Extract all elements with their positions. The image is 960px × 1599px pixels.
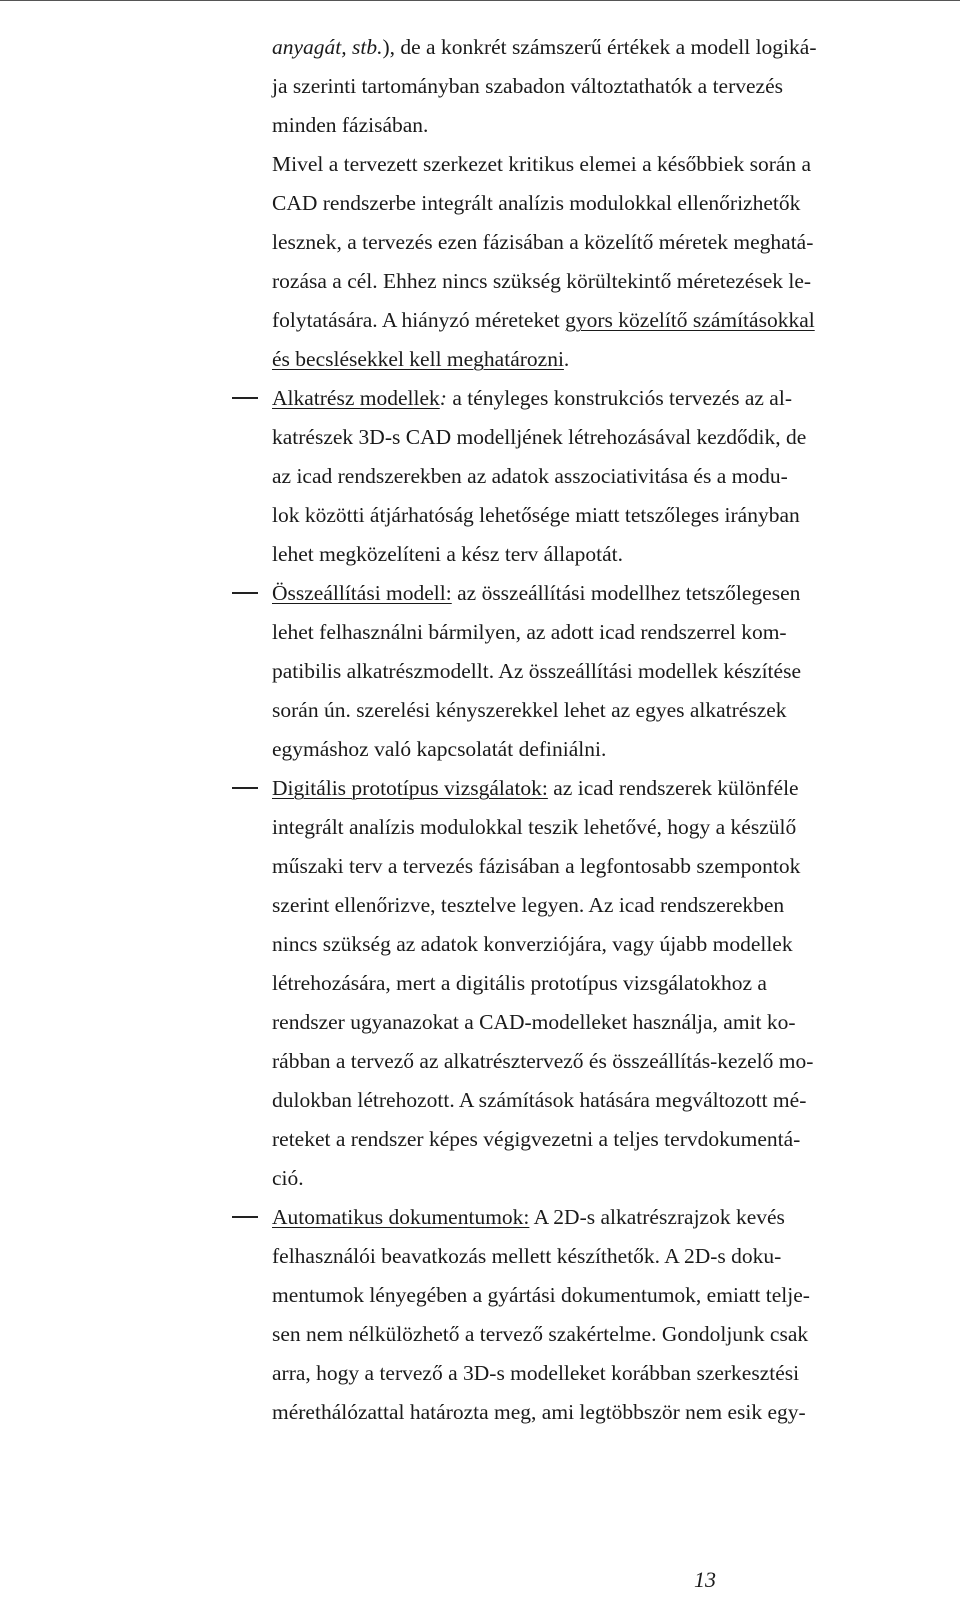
bullet-dash <box>232 397 258 399</box>
text-line: lehet felhasználni bármilyen, az adott icad rendszerrel kom- <box>272 620 787 644</box>
bullet-dash <box>232 1216 258 1218</box>
text-line: rozása a cél. Ehhez nincs szükség körültekintő méretezések le- <box>272 269 812 293</box>
text-span: az icad rendszerek különféle <box>547 776 799 800</box>
text-line: szerint ellenőrizve, tesztelve legyen. Az icad rendszerekben <box>272 893 785 917</box>
page-number: 13 <box>694 1567 716 1592</box>
list-item-first-line <box>272 1204 785 1230</box>
text-line: létrehozására, mert a digitális prototípus vizsgálatokhoz a <box>272 971 767 995</box>
text-span: a tényleges konstrukciós tervezés az al- <box>446 386 792 410</box>
item-term: Automatikus dokumentumok: <box>272 1205 530 1229</box>
text-line: reteket a rendszer képes végigvezetni a teljes tervdokumentá- <box>272 1127 801 1151</box>
text-line: mérethálózattal határozta meg, ami legtöbbször nem esik egy- <box>272 1400 806 1424</box>
bullet-dash <box>232 592 258 594</box>
text-span: . <box>563 347 570 371</box>
text-line: arra, hogy a tervező a 3D-s modelleket korábban szerkesztési <box>272 1361 800 1385</box>
text-line: Mivel a tervezett szerkezet kritikus elemei a későbbiek során a <box>272 152 812 176</box>
text-span: folytatására. A hiányzó méreteket <box>272 308 566 332</box>
text-span: ), de a konkrét számszerű értékek a modell logiká- <box>382 35 817 59</box>
text-line: lok közötti átjárhatóság lehetősége miatt tetszőleges irányban <box>272 503 800 527</box>
text-line: ció. <box>272 1166 304 1190</box>
text-line: katrészek 3D-s CAD modelljének létrehozásával kezdődik, de <box>272 425 807 449</box>
underlined-text: és becslésekkel kell meghatározni <box>272 347 564 371</box>
text-line: dulokban létrehozott. A számítások hatására megváltozott mé- <box>272 1088 807 1112</box>
text-line: lesznek, a tervezés ezen fázisában a közelítő méretek meghatá- <box>272 230 814 254</box>
bullet-dash <box>232 787 258 789</box>
text-line: sen nem nélkülözhető a tervező szakértelme. Gondoljunk csak <box>272 1322 809 1346</box>
text-line: integrált analízis modulokkal teszik lehetővé, hogy a készülő <box>272 815 797 839</box>
item-term: Összeállítási modell: <box>272 581 452 605</box>
list-item-first-line <box>272 580 800 606</box>
header-rule <box>0 0 960 1</box>
italic-text: anyagát, stb. <box>272 35 383 59</box>
text-line <box>272 346 569 372</box>
text-line: ja szerinti tartományban szabadon változtathatók a tervezés <box>272 74 784 98</box>
text-line: CAD rendszerbe integrált analízis modulokkal ellenőrizhetők <box>272 191 801 215</box>
list-item-first-line <box>272 385 792 411</box>
text-line <box>272 34 816 60</box>
underlined-text: gyors közelítő számításokkal <box>565 308 815 332</box>
text-line <box>272 307 815 333</box>
list-item-first-line <box>272 775 799 801</box>
text-line: lehet megközelíteni a kész terv állapotát. <box>272 542 624 566</box>
text-line: nincs szükség az adatok konverziójára, vagy újabb modellek <box>272 932 793 956</box>
item-term: Alkatrész modellek <box>272 386 440 410</box>
text-line: felhasználói beavatkozás mellett készíthetők. A 2D-s doku- <box>272 1244 782 1268</box>
text-line: mentumok lényegében a gyártási dokumentumok, emiatt telje- <box>272 1283 810 1307</box>
item-term: Digitális prototípus vizsgálatok: <box>272 776 548 800</box>
item-term-suffix: : <box>439 386 447 410</box>
text-line: patibilis alkatrészmodellt. Az összeállítási modellek készítése <box>272 659 801 683</box>
text-line: minden fázisában. <box>272 113 429 137</box>
text-span: az összeállítási modellhez tetszőlegesen <box>451 581 801 605</box>
text-line: rábban a tervező az alkatrésztervező és összeállítás-kezelő mo- <box>272 1049 814 1073</box>
text-line: rendszer ugyanazokat a CAD-modelleket használja, amit ko- <box>272 1010 796 1034</box>
text-line: egymáshoz való kapcsolatát definiálni. <box>272 737 607 761</box>
text-line: az icad rendszerekben az adatok asszociativitása és a modu- <box>272 464 788 488</box>
text-span: A 2D-s alkatrészrajzok kevés <box>529 1205 785 1229</box>
text-line: során ún. szerelési kényszerekkel lehet az egyes alkatrészek <box>272 698 787 722</box>
text-line: műszaki terv a tervezés fázisában a legfontosabb szempontok <box>272 854 801 878</box>
